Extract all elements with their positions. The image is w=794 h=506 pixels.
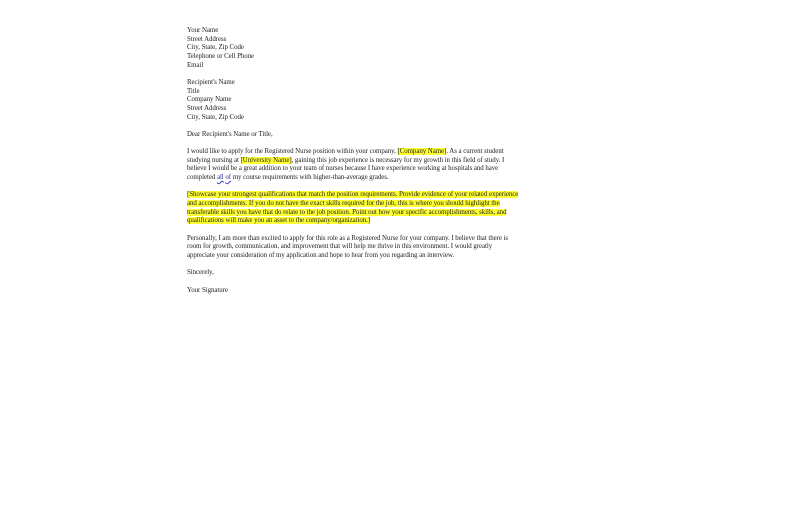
highlighted-text: qualifications will make you an asset to the company/organization.]: [187, 217, 371, 225]
spacer: [187, 122, 547, 131]
paragraph-line: room for growth, communication, and improvement that will help me thrive in this environment. I would greatly: [187, 243, 493, 251]
paragraph-qualifications-placeholder[interactable]: [187, 191, 547, 226]
text-run: studying nursing at: [187, 156, 241, 164]
recipient-street: Street Address: [187, 104, 227, 112]
spacer: [187, 70, 547, 79]
text-run: believe I would be a great addition to your team of nurses because I have experience working at hospitals and have: [187, 165, 499, 173]
spacer: [187, 278, 547, 287]
text-run: . As a current student: [446, 148, 504, 156]
sender-city-state-zip: City, State, Zip Code: [187, 44, 244, 52]
recipient-name: Recipient's Name: [187, 78, 235, 86]
paragraph-line: [187, 165, 547, 174]
paragraph-line: [187, 217, 547, 226]
recipient-title: Title: [187, 87, 200, 95]
text-run: completed: [187, 174, 217, 182]
cover-letter-document: [187, 27, 547, 295]
text-run: I would like to apply for the Registered Nurse position within your company,: [187, 148, 398, 156]
recipient-company: Company Name: [187, 96, 232, 104]
sender-phone: Telephone or Cell Phone: [187, 52, 255, 60]
spacer: [187, 183, 547, 192]
signature: Your Signature: [187, 286, 228, 294]
closing: Sincerely,: [187, 269, 214, 277]
highlighted-text: transferable skills you have that do relate to the job position. Point out how your specific accomplishments, skills, and: [187, 208, 507, 216]
spellcheck-flagged-word[interactable]: of: [225, 174, 232, 182]
highlighted-text: and accomplishments. If you do not have the exact skills required for the job, this is where you should highlight the: [187, 200, 500, 208]
sender-email: Email: [187, 61, 204, 69]
highlighted-placeholder-company-name[interactable]: [Company Name]: [397, 148, 447, 156]
spacer: [187, 226, 547, 235]
recipient-address-block: [187, 79, 547, 122]
salutation: Dear Recipient's Name or Title,: [187, 130, 273, 138]
paragraph-line: Personally, I am more than excited to apply for this role as a Registered Nurse for your company. I believe that there is: [187, 234, 509, 242]
paragraph-line: [187, 148, 547, 157]
paragraph-intro: [187, 148, 547, 183]
sender-address-block: [187, 27, 547, 70]
spacer: [187, 140, 547, 149]
paragraph-line: [187, 191, 547, 200]
paragraph-line: [187, 200, 547, 209]
paragraph-closing-statement: [187, 235, 547, 261]
text-run: my course requirements with higher-than-average grades.: [231, 174, 389, 182]
spellcheck-flagged-word[interactable]: all: [216, 174, 224, 182]
highlighted-placeholder-university-name[interactable]: [University Name]: [240, 156, 292, 164]
sender-street: Street Address: [187, 35, 227, 43]
paragraph-line: appreciate your consideration of my application and hope to hear from you regarding an interview.: [187, 251, 454, 259]
text-run: , gaining this job experience is necessary for my growth in this field of study. I: [291, 156, 505, 164]
highlighted-text: [Showcase your strongest qualifications that match the position requirements. Provide evidence of your related experience: [187, 191, 519, 199]
sender-name: Your Name: [187, 27, 219, 34]
paragraph-line: [187, 174, 547, 183]
paragraph-line: [187, 157, 547, 166]
spacer: [187, 261, 547, 270]
recipient-city-state-zip: City, State, Zip Code: [187, 113, 244, 121]
paragraph-line: [187, 209, 547, 218]
